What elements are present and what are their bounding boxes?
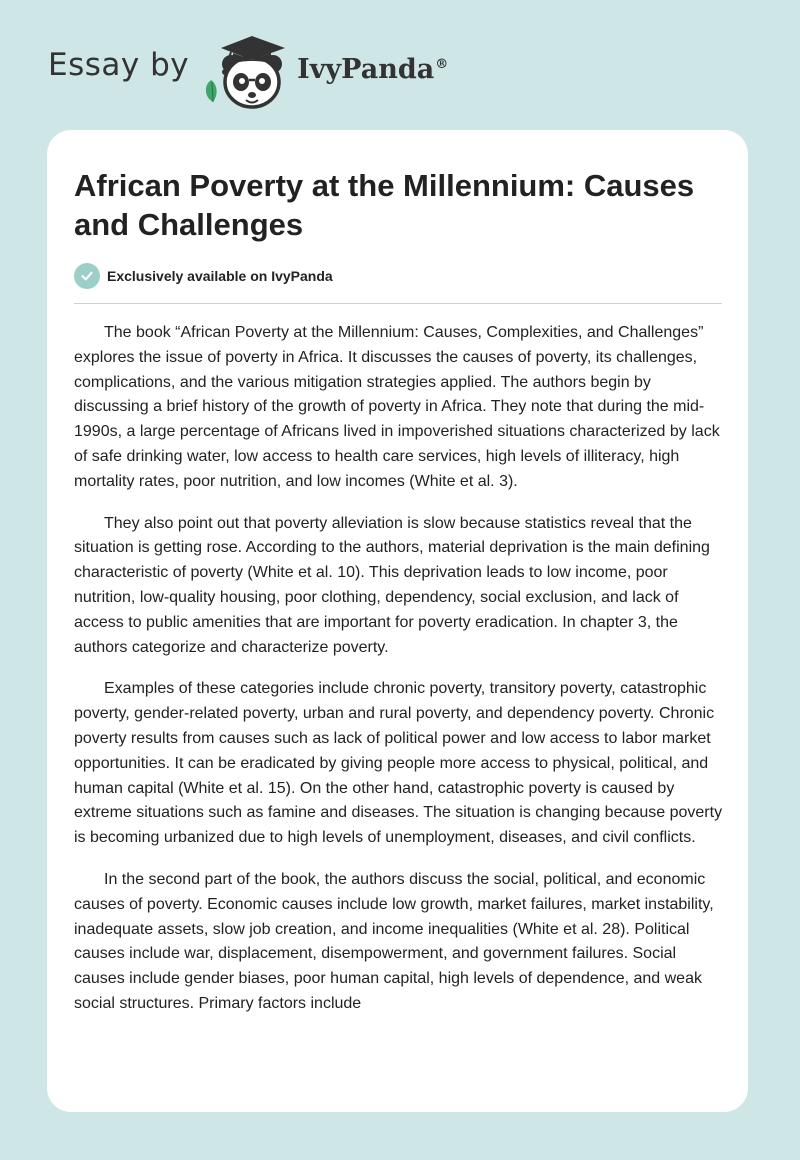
exclusive-badge: [74, 263, 333, 289]
essay-card: [47, 130, 748, 1112]
paragraph: They also point out that poverty alleviation is slow because statistics reveal that the situation is getting rose. According to the authors, material deprivation is the main defining characteristic of poverty (White et al. 10). This deprivation leads to low income, poor nutrition, low-quality housing, poor clothing, dependency, social exclusion, and lack of access to public amenities that are important for poverty eradication. In chapter 3, the authors categorize and characterize poverty.: [74, 514, 710, 656]
paragraph: The book “African Poverty at the Millennium: Causes, Complexities, and Challenges” explores the issue of poverty in Africa. It discusses the causes of poverty, its challenges, complications, and the various mitigation strategies applied. The authors begin by discussing a brief history of the growth of poverty in Africa. They note that during the mid-1990s, a large percentage of Africans lived in impoverished situations characterized by lack of safe drinking water, low access to health care services, high levels of illiteracy, high mortality rates, poor nutrition, and low incomes (White et al. 3).: [74, 324, 720, 490]
check-icon: [74, 263, 100, 289]
essay-by-label: Essay by: [48, 47, 190, 83]
site-header: [48, 30, 448, 110]
registered-mark: ®: [435, 56, 449, 72]
paragraph: Examples of these categories include chronic poverty, transitory poverty, catastrophic poverty, gender-related poverty, urban and rural poverty, and dependency poverty. Chronic poverty results from causes such as lack of political power and low access to labor market opportunities. It can be eradicated by giving people more access to physical, political, and human capital (White et al. 15). On the other hand, catastrophic poverty is caused by extreme situations such as famine and diseases. The situation is changing because poverty is becoming urbanized due to high levels of unemployment, diseases, and civil conflicts.: [74, 680, 723, 847]
essay-body: [74, 321, 724, 1034]
panda-logo-icon[interactable]: [201, 30, 293, 110]
brand-name[interactable]: [297, 54, 448, 85]
paragraph: In the second part of the book, the authors discuss the social, political, and economic causes of poverty. Economic causes include low growth, market failures, market instability, inadequate assets, slow job creation, and income inequalities (White et al. 28). Political causes include war, displacement, disempowerment, and government failures. Social causes include gender biases, poor human capital, high levels of dependence, and weak social structures. Primary factors include: [74, 870, 714, 1012]
divider: [74, 303, 722, 304]
page-title: African Poverty at the Millennium: Causes and Challenges: [74, 168, 695, 242]
brand-text: IvyPanda: [297, 53, 435, 85]
badge-label: Exclusively available on IvyPanda: [107, 268, 333, 284]
